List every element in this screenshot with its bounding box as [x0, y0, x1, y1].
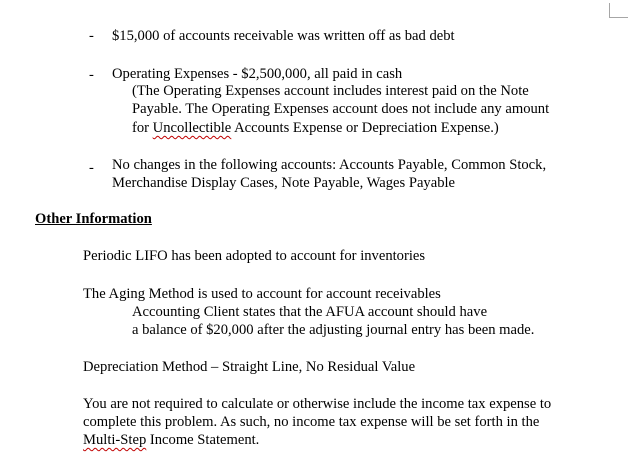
aging-method-detail-line: Accounting Client states that the AFUA account should have [132, 304, 488, 320]
operating-expenses-detail-line: (The Operating Expenses account includes interest paid on the Note [132, 83, 529, 99]
depreciation-method-text: Depreciation Method – Straight Line, No Residual Value [83, 359, 416, 375]
operating-expenses-detail-line [132, 120, 499, 137]
no-changes-line: Merchandise Display Cases, Note Payable, Wages Payable [112, 175, 456, 191]
income-tax-note-line [83, 432, 259, 449]
text-segment: Accounts Expense or Depreciation Expense.) [231, 120, 499, 136]
bullet-marker: - [89, 28, 94, 44]
page-corner-margin-mark [609, 3, 628, 18]
operating-expenses-detail-line: Payable. The Operating Expenses account does not include any amount [132, 101, 550, 117]
no-changes-line: No changes in the following accounts: Accounts Payable, Common Stock, [112, 157, 547, 173]
bullet-marker: - [89, 160, 94, 176]
income-tax-note-line: complete this problem. As such, no income tax expense will be set forth in the [83, 414, 540, 430]
bad-debt-text: $15,000 of accounts receivable was written off as bad debt [112, 28, 455, 44]
spellcheck-flagged-word[interactable]: Uncollectible [152, 120, 232, 136]
text-segment: for [132, 120, 153, 136]
aging-method-detail-line: a balance of $20,000 after the adjusting journal entry has been made. [132, 322, 535, 338]
section-heading: Other Information [35, 211, 152, 227]
text-segment: Income Statement. [146, 432, 260, 448]
bullet-marker: - [89, 67, 94, 83]
income-tax-note-line: You are not required to calculate or otherwise include the income tax expense to [83, 396, 552, 412]
operating-expenses-line: Operating Expenses - $2,500,000, all paid in cash [112, 66, 403, 82]
lifo-text: Periodic LIFO has been adopted to account for inventories [83, 248, 426, 264]
aging-method-text: The Aging Method is used to account for account receivables [83, 286, 441, 302]
spellcheck-flagged-word[interactable]: Multi-Step [83, 432, 147, 448]
